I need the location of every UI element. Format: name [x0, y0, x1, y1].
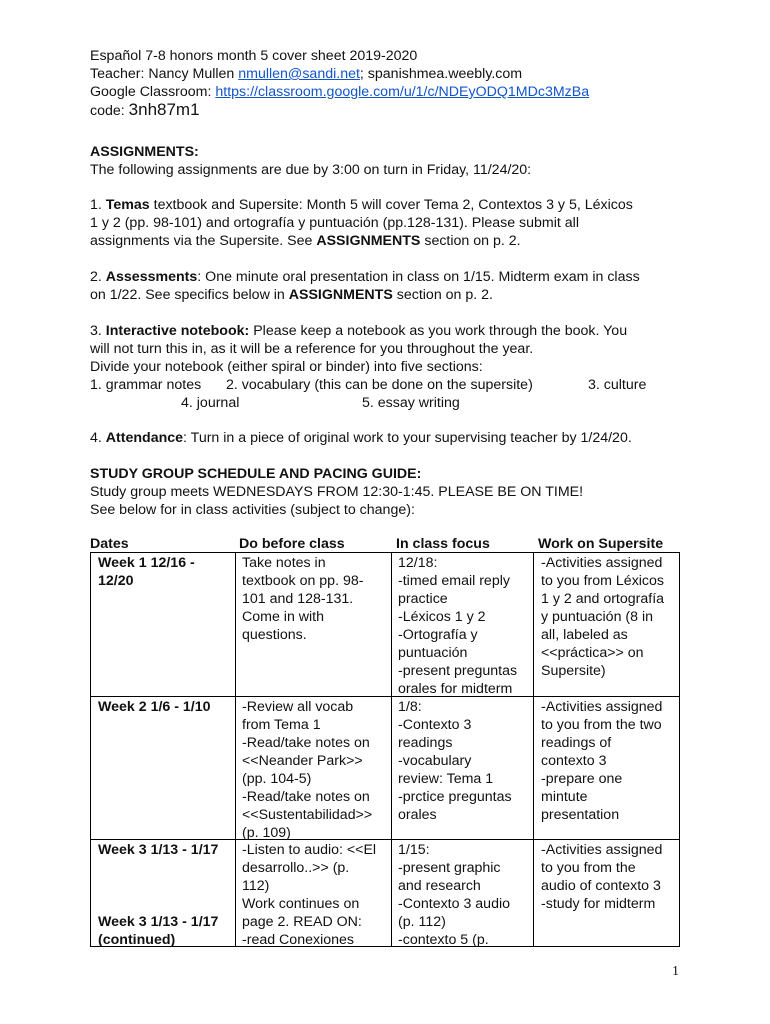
assignments-intro: The following assignments are due by 3:00 on turn in Friday, 11/24/20:	[90, 162, 532, 178]
item-title: Interactive notebook:	[105, 323, 250, 339]
item-text: textbook and Supersite: Month 5 will cover Tema 2, Contextos 3 y 5, Léxicos	[149, 197, 633, 213]
table-rule	[90, 552, 680, 553]
teacher-line	[90, 65, 690, 83]
cell-do-before: Take notes in textbook on pp. 98- 101 and 128-131. Come in with questions.	[242, 555, 364, 643]
notebook-section: 3. culture	[588, 377, 647, 393]
study-group-heading: STUDY GROUP SCHEDULE AND PACING GUIDE:	[90, 466, 422, 482]
table-rule	[90, 696, 680, 697]
document-title: Español 7-8 honors month 5 cover sheet 2019-2020	[90, 48, 418, 64]
item-number: 1.	[90, 197, 106, 213]
item-text: 1 y 2 (pp. 98-101) and ortografía y puntuación (pp.128-131). Please submit all	[90, 215, 579, 231]
header-block	[90, 47, 690, 120]
table-rule	[679, 552, 680, 947]
cell-in-class: 12/18: -timed email reply practice -Léxicos 1 y 2 -Ortografía y puntuación -present preguntas orales for midterm	[398, 555, 518, 697]
item-title: Assessments	[105, 269, 198, 285]
item-number: 2.	[90, 269, 106, 285]
assignment-item-4	[90, 429, 690, 447]
table-rule	[90, 839, 680, 840]
item-text: Divide your notebook (either spiral or binder) into five sections:	[90, 359, 483, 375]
item-bold-ref: ASSIGNMENTS	[288, 287, 393, 303]
table-rule	[235, 552, 236, 947]
schedule-table-header	[90, 535, 680, 553]
item-text: : Turn in a piece of original work to your supervising teacher by 1/24/20.	[183, 430, 632, 446]
cell-date-continued: Week 3 1/13 - 1/17 (continued)	[98, 914, 219, 948]
item-title: Temas	[105, 197, 150, 213]
study-group-line: Study group meets WEDNESDAYS FROM 12:30-1:45. PLEASE BE ON TIME!	[90, 484, 584, 500]
code-value: 3nh87m1	[128, 100, 200, 119]
item-text: will not turn this in, as it will be a reference for you throughout the year.	[90, 341, 534, 357]
item-number: 3.	[90, 323, 106, 339]
cell-date: Week 1 12/16 - 12/20	[98, 555, 195, 589]
study-group-line: See below for in class activities (subject to change):	[90, 502, 415, 518]
item-text: section on p. 2.	[392, 287, 493, 303]
notebook-section: 2. vocabulary (this can be done on the supersite)	[226, 377, 533, 393]
item-title: Attendance	[105, 430, 184, 446]
cell-date: Week 2 1/6 - 1/10	[98, 699, 211, 715]
notebook-sections-row-1	[90, 376, 690, 394]
notebook-section: 5. essay writing	[362, 395, 460, 411]
column-header-supersite: Work on Supersite	[538, 536, 664, 552]
item-text: section on p. 2.	[420, 233, 521, 249]
notebook-sections-row-2	[90, 394, 690, 412]
notebook-section: 4. journal	[181, 395, 240, 411]
item-text: on 1/22. See specifics below in	[90, 287, 289, 303]
column-header-in-class: In class focus	[396, 536, 490, 552]
cell-in-class: 1/15: -present graphic and research -Contexto 3 audio (p. 112) -contexto 5 (p.	[398, 842, 510, 948]
item-number: 4.	[90, 430, 106, 446]
notebook-section: 1. grammar notes	[90, 377, 202, 393]
column-header-do-before: Do before class	[239, 536, 345, 552]
assignment-item-3	[90, 322, 690, 412]
cell-supersite: -Activities assigned to you from the two readings of contexto 3 -prepare one mintute presentation	[541, 699, 663, 823]
page-number: 1	[672, 964, 679, 979]
cell-do-before: -Review all vocab from Tema 1 -Read/take notes on <<Neander Park>> (pp. 104-5) -Read/take notes on <<Sustentabilidad>> (p. 109)	[242, 699, 373, 841]
cell-supersite: -Activities assigned to you from the audio of contexto 3 -study for midterm	[541, 842, 663, 912]
classroom-label: Google Classroom:	[90, 84, 216, 100]
item-text: Please keep a notebook as you work through the book. You	[249, 323, 628, 339]
teacher-website: ; spanishmea.weebly.com	[359, 66, 523, 82]
classroom-link[interactable]: https://classroom.google.com/u/1/c/NDEyODQ1MDc3MzBa	[215, 84, 590, 100]
code-label: code:	[90, 103, 129, 119]
teacher-label: Teacher: Nancy Mullen	[90, 66, 239, 82]
item-text: : One minute oral presentation in class on 1/15. Midterm exam in class	[197, 269, 640, 285]
cell-do-before: -Listen to audio: <<El desarrollo..>> (p. 112) Work continues on page 2. READ ON: -read Conexiones	[242, 842, 377, 948]
item-text: assignments via the Supersite. See	[90, 233, 317, 249]
assignments-heading: ASSIGNMENTS:	[90, 144, 199, 160]
cell-supersite: -Activities assigned to you from Léxicos 1 y 2 and ortografía y puntuación (8 in all, labeled as <<práctica>> on Supersite)	[541, 555, 665, 679]
assignments-block	[90, 143, 690, 179]
assignment-item-1	[90, 196, 690, 250]
study-group-block	[90, 465, 690, 519]
table-rule	[533, 552, 534, 947]
table-rule	[90, 552, 91, 947]
column-header-dates: Dates	[90, 536, 129, 552]
code-line	[90, 101, 690, 120]
cell-date: Week 3 1/13 - 1/17	[98, 842, 219, 858]
teacher-email-link[interactable]: nmullen@sandi.net	[238, 66, 360, 82]
table-rule	[391, 552, 392, 947]
item-bold-ref: ASSIGNMENTS	[316, 233, 421, 249]
assignment-item-2	[90, 268, 690, 304]
classroom-line	[90, 83, 690, 101]
cell-in-class: 1/8: -Contexto 3 readings -vocabulary review: Tema 1 -prctice preguntas orales	[398, 699, 512, 823]
